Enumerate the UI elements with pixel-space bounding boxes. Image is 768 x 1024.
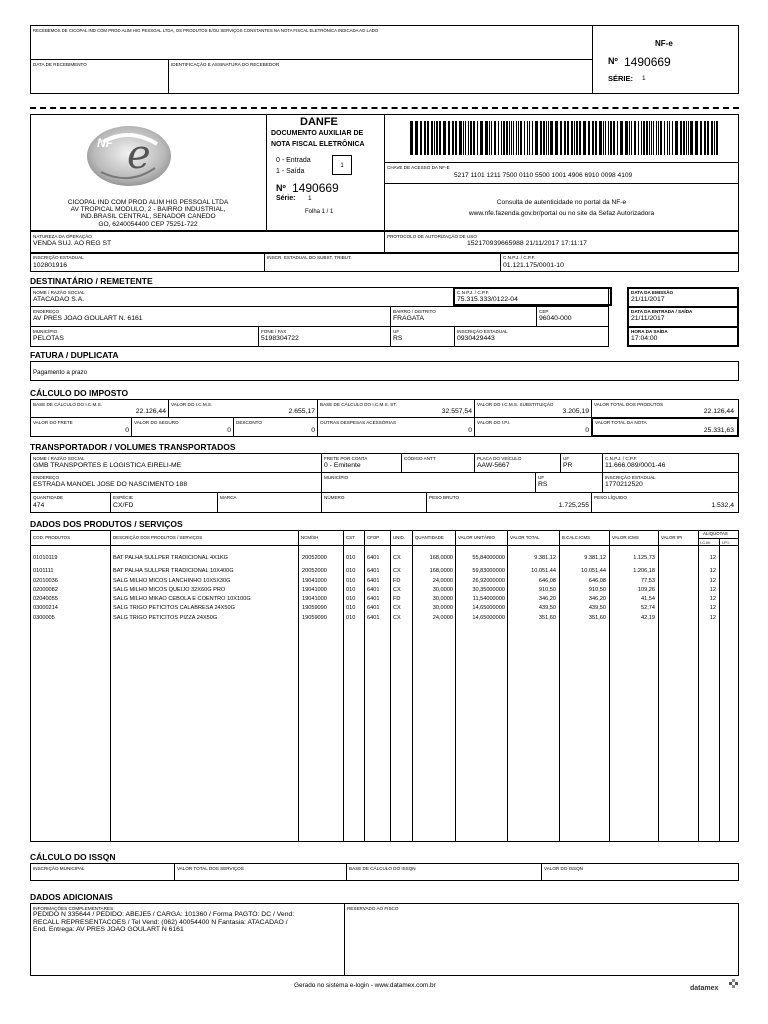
consulta-line1: Consulta de autenticidade no portal da NF-e	[496, 199, 627, 206]
table-cell-qtd: 30,0000	[432, 605, 453, 611]
table-cell-unid: CX	[393, 587, 401, 593]
col-qtd: QUANTIDADE	[415, 535, 444, 540]
frete-conta-label: FRETE POR CONTA	[324, 456, 368, 461]
chave-value: 5217 1101 1211 7500 0110 5500 1001 4906 6910 0098 4109	[454, 172, 633, 179]
table-cell-vtotal: 351,60	[538, 615, 556, 621]
dest-uf-label: UF	[393, 329, 400, 334]
danfe-title: DANFE	[300, 116, 338, 128]
chave-label: CHAVE DE ACESSO DA NF-E	[387, 165, 450, 170]
placa: AAW-5667	[477, 462, 510, 469]
table-cell-vunit: 14,65000000	[472, 605, 505, 611]
table-cell-unid: CX	[393, 568, 401, 574]
table-cell-desc: SALG TRIGO PETICITOS CALABRESA 24X50G	[113, 605, 235, 611]
table-cell-icm: 12	[709, 555, 716, 561]
col-ipi: I.P.I.	[722, 540, 730, 545]
transp-cnpj: 11.666.089/0001-46	[605, 462, 666, 469]
canhoto-number: 1490669	[624, 55, 671, 69]
table-cell-desc: SALG MILHO MICOS QUEIJO 32X60G PRO	[113, 587, 226, 593]
emissao-date: 21/11/2017	[631, 296, 665, 303]
table-cell-cst: 010	[346, 587, 356, 593]
table-cell-vtotal: 910,50	[538, 587, 556, 593]
datamex-brand: datamex	[690, 985, 719, 992]
info-line1: PEDIDO N 335644 / PEDIDO: ABEJE5 / CARGA: 101360 / Forma PAGTO: DC / Vend:	[33, 911, 295, 918]
table-cell-bc: 646,08	[588, 578, 606, 584]
ie-value: 102801916	[33, 262, 68, 269]
table-cell-cod: 03000214	[33, 605, 58, 611]
table-cell-bc: 9.381,12	[584, 555, 606, 561]
dest-endereco: AV PRES JOAO GOULART N. 6161	[33, 315, 143, 322]
col-cod: COD. PRODUTOS	[33, 535, 70, 540]
receipt-text: RECEBEMOS DE CICOPAL IND COM PROD ALIM HIG PESSOAL LTDA, OS PRODUTOS E/OU SERVIÇOS CONSTANTES NA NOTA FISCAL ELETRÔNICA INDICADA AO LADO	[33, 28, 379, 33]
table-cell-cod: 0300005	[33, 615, 55, 621]
bruto-label: PESO BRUTO	[429, 495, 460, 500]
col-bc: B.CALC.ICMS	[562, 535, 591, 540]
transp-endereco-label: ENDEREÇO	[33, 475, 60, 480]
transportador-title: TRANSPORTADOR / VOLUMES TRANSPORTADOS	[30, 442, 236, 452]
transp-cnpj-label: C.N.P.J. / C.P.F.	[605, 456, 638, 461]
outras-value: 0	[468, 427, 472, 434]
table-cell-cod: 02040055	[33, 596, 58, 602]
v-prod-label: VALOR TOTAL DOS PRODUTOS	[594, 402, 664, 407]
transp-nome-label: NOME / RAZÃO SOCIAL	[33, 456, 85, 461]
bc-st: 32.557,54	[441, 408, 472, 415]
table-cell-vtotal: 9.381,12	[534, 555, 556, 561]
v-nota-label: VALOR TOTAL DA NOTA	[595, 420, 647, 425]
desconto-label: DESCONTO	[236, 420, 262, 425]
col-icm: I.C.M.	[700, 540, 711, 545]
bc-st-label: BASE DE CÁLCULO DO I.C.M.S. ST.	[320, 402, 397, 407]
v-icms: 2.655,17	[288, 408, 315, 415]
table-cell-qtd: 30,0000	[432, 587, 453, 593]
col-aliq: ALIQUOTAS	[703, 531, 728, 536]
tipo-box: 1	[332, 155, 352, 175]
seguro-value: 0	[227, 427, 231, 434]
nfe-label: NF-e	[655, 39, 673, 48]
table-cell-vicms: 41,54	[641, 596, 655, 602]
table-cell-ncm: 19041000	[302, 578, 327, 584]
table-cell-vunit: 55,84000000	[472, 555, 505, 561]
dest-nome-label: NOME / RAZÃO SOCIAL	[33, 290, 85, 295]
v-nota: 25.331,63	[703, 427, 734, 434]
table-cell-cod: 0101111	[33, 568, 54, 574]
fatura-text: Pagamento a prazo	[33, 369, 88, 376]
table-cell-qtd: 168,0000	[429, 555, 453, 561]
table-cell-icm: 12	[709, 596, 716, 602]
bc-icms-label: BASE DE CÁLCULO DO I.C.M.S.	[33, 402, 102, 407]
table-cell-bc: 10.051,44	[581, 568, 606, 574]
table-cell-vunit: 59,83000000	[472, 568, 505, 574]
danfe-sub2: NOTA FISCAL ELETRÔNICA	[271, 141, 365, 148]
transp-endereco: ESTRADA MANOEL JOSE DO NASCIMENTO 188	[33, 481, 188, 488]
svg-text:e: e	[127, 132, 151, 178]
col-ncm: NCM/SH	[301, 535, 319, 540]
dest-fone-label: FONE / FAX	[261, 329, 287, 334]
placa-label: PLACA DO VEÍCULO	[477, 456, 522, 461]
destinatario-title: DESTINATÁRIO / REMETENTE	[30, 276, 153, 286]
v-icms-label: VALOR DO I.C.M.S.	[171, 402, 213, 407]
table-cell-unid: CX	[393, 605, 401, 611]
col-desc: DESCRIÇÃO DOS PRODUTOS / SERVIÇOS	[113, 535, 203, 540]
dest-cep: 96040-000	[539, 315, 572, 322]
ie-label: INSCRIÇÃO ESTADUAL	[33, 255, 84, 260]
table-cell-cst: 010	[346, 596, 356, 602]
issqn-title: CÁLCULO DO ISSQN	[30, 852, 116, 862]
liquido-label: PESO LÍQUIDO	[594, 495, 627, 500]
dest-ie-label: INSCRIÇÃO ESTADUAL	[457, 329, 508, 334]
col-vtotal: VALOR TOTAL	[510, 535, 540, 540]
table-cell-cfop: 6401	[367, 578, 380, 584]
v-st-label: VALOR DO I.C.M.S. SUBSTITUIÇÃO	[477, 402, 554, 407]
table-cell-vicms: 1.125,73	[633, 555, 655, 561]
transp-uf2-label: UF	[538, 475, 545, 480]
fisco-label: RESERVADO AO FISCO	[347, 906, 399, 911]
transp-ie-label: INSCRIÇÃO ESTADUAL	[605, 475, 656, 480]
dest-ie: 0930429443	[457, 335, 495, 342]
danfe-sub1: DOCUMENTO AUXILIAR DE	[271, 130, 364, 137]
table-cell-vicms: 1.206,18	[633, 568, 655, 574]
emissao-label: DATA DA EMISSÃO	[631, 290, 674, 295]
table-cell-unid: FD	[393, 596, 401, 602]
hora-label: HORA DA SAÍDA	[631, 329, 668, 334]
imposto-title: CÁLCULO DO IMPOSTO	[30, 388, 129, 398]
issqn-im-label: INSCRIÇÃO MUNICIPAL	[33, 866, 85, 871]
especie-value: CX/FD	[113, 502, 134, 509]
qtd-label: QUANTIDADE	[33, 495, 64, 500]
table-cell-cfop: 6401	[367, 605, 380, 611]
emit-cnpj-value: 01.121.175/0001-10	[503, 262, 564, 269]
marca-label: MARCA	[220, 495, 237, 500]
table-cell-vicms: 109,26	[637, 587, 655, 593]
datamex-logo-icon	[727, 976, 739, 986]
natureza-label: NATUREZA DA OPERAÇÃO	[33, 234, 92, 239]
table-cell-icm: 12	[709, 578, 716, 584]
transp-municipio-label: MUNICÍPIO	[324, 475, 349, 480]
dest-nome: ATACADAO S.A.	[33, 296, 85, 303]
fatura-title: FATURA / DUPLICATA	[30, 350, 119, 360]
info-label: INFORMAÇÕES COMPLEMENTARES	[33, 906, 114, 911]
danfe-number: 1490669	[292, 181, 339, 195]
table-cell-vunit: 30,35000000	[472, 587, 505, 593]
table-cell-vtotal: 439,50	[538, 605, 556, 611]
table-cell-bc: 351,60	[588, 615, 606, 621]
dest-uf: RS	[393, 335, 403, 342]
table-cell-qtd: 168,0000	[429, 568, 453, 574]
tipo-entrada: 0 - Entrada	[276, 157, 311, 164]
canhoto-serie: 1	[642, 75, 646, 82]
table-cell-icm: 12	[709, 605, 716, 611]
dest-bairro: FRAGATA	[393, 315, 425, 322]
dest-endereco-label: ENDEREÇO	[33, 309, 60, 314]
dest-fone: 5198304722	[261, 335, 299, 342]
table-cell-vtotal: 10.051,44	[531, 568, 556, 574]
col-unid: UNID.	[393, 535, 405, 540]
info-line2: RECALL REPRESENTACOES / Tel Vend: (062) 40054400 N Fantasia: ATACADAO /	[33, 918, 288, 926]
antt-label: CÓDIGO ANTT	[404, 456, 436, 461]
table-cell-desc: SALG MILHO MICOS LANCHINHO 10X5X30G	[113, 578, 231, 584]
table-cell-unid: CX	[393, 615, 401, 621]
table-cell-desc: BAT PALHA SULLPER TRADICIONAL 4X1KG	[113, 555, 229, 561]
especie-label: ESPÉCIE	[113, 495, 133, 500]
dest-cnpj: 75.315.333/0122-04	[457, 296, 518, 303]
table-cell-vunit: 26,92000000	[472, 578, 505, 584]
danfe-serie-label: Série:	[276, 195, 296, 202]
tipo-saida: 1 - Saída	[276, 168, 305, 175]
table-cell-unid: FD	[393, 578, 401, 584]
qtd-value: 474	[33, 502, 45, 509]
protocolo-label: PROTOCOLO DE AUTORIZAÇÃO DE USO	[387, 234, 477, 239]
dest-bairro-label: BAIRRO / DISTRITO	[393, 309, 436, 314]
table-cell-ncm: 19059090	[302, 615, 327, 621]
liquido-value: 1.532,4	[711, 502, 734, 509]
table-cell-vunit: 14,65000000	[472, 615, 505, 621]
table-cell-cfop: 6401	[367, 555, 380, 561]
emitente-addr1: AV TROPICAL MODULO, 2 - BAIRRO INDUSTRIAL,	[70, 206, 226, 214]
table-cell-vtotal: 346,20	[538, 596, 556, 602]
adicionais-title: DADOS ADICIONAIS	[30, 892, 113, 902]
gerado-text: Gerado no sistema e-login - www.datamex.com.br	[294, 982, 436, 989]
transp-ie: 1770212520	[605, 481, 643, 488]
emitente-name: CICOPAL IND COM PROD ALIM HIG PESSOAL LTDA	[67, 199, 229, 206]
products-table	[30, 530, 739, 842]
folha: Folha 1 / 1	[305, 209, 334, 215]
frete-value: 0	[125, 427, 129, 434]
col-vunit: VALOR UNITÁRIO	[458, 535, 495, 540]
transp-uf2: RS	[538, 481, 548, 488]
table-cell-desc: BAT PALHA SULLPER TRADICIONAL 10X400G	[113, 568, 234, 574]
v-prod: 22.126,44	[703, 408, 734, 415]
barcode	[410, 121, 720, 155]
table-cell-cod: 01010119	[33, 555, 58, 561]
table-cell-vtotal: 646,08	[538, 578, 556, 584]
cut-line	[30, 107, 739, 109]
desconto-value: 0	[311, 427, 315, 434]
issqn-vserv-label: VALOR TOTAL DOS SERVIÇOS	[177, 866, 244, 871]
frete-conta: 0 - Emitente	[324, 462, 361, 469]
table-cell-desc: SALG MILHO MIKAO CEBOLA E COENTRO 10X100G	[113, 596, 251, 602]
danfe-serie: 1	[308, 195, 312, 202]
table-cell-cst: 010	[346, 578, 356, 584]
table-cell-ncm: 19041000	[302, 596, 327, 602]
seguro-label: VALOR DO SEGURO	[134, 420, 179, 425]
table-cell-cod: 02010036	[33, 578, 58, 584]
bruto-value: 1.725,255	[558, 502, 589, 509]
protocolo-value: 152170939665988 21/11/2017 17:11:17	[467, 240, 587, 247]
table-cell-desc: SALG TRIGO PETICITOS PIZZA 24X50G	[113, 615, 218, 621]
frete-label: VALOR DO FRETE	[33, 420, 73, 425]
table-cell-icm: 12	[709, 587, 716, 593]
table-cell-cst: 010	[346, 605, 356, 611]
transp-uf: PR	[563, 462, 573, 469]
consulta-line2: www.nfe.fazenda.gov.br/portal ou no site da Sefaz Autorizadora	[468, 210, 655, 217]
table-cell-bc: 439,50	[588, 605, 606, 611]
table-cell-cst: 010	[346, 568, 356, 574]
date-received-label: DATA DE RECEBIMENTO	[33, 62, 87, 67]
table-cell-vicms: 42,19	[641, 615, 655, 621]
table-cell-cfop: 6401	[367, 596, 380, 602]
dest-municipio-label: MUNICÍPIO	[33, 329, 58, 334]
issqn-bc-label: BASE DE CÁLCULO DO ISSQN	[349, 866, 416, 871]
v-st: 3.205,19	[562, 408, 589, 415]
table-cell-vicms: 52,74	[641, 605, 655, 611]
transp-uf-label: UF	[563, 456, 570, 461]
table-cell-cfop: 6401	[367, 615, 380, 621]
table-cell-ncm: 20052000	[302, 555, 327, 561]
table-cell-bc: 910,50	[588, 587, 606, 593]
emitente-addr3: GO, 6240054400 CEP 75251-722	[98, 220, 198, 228]
danfe-number-prefix: Nº	[276, 183, 286, 193]
table-cell-qtd: 24,0000	[432, 578, 453, 584]
signature-label: IDENTIFICAÇÃO E ASSINATURA DO RECEBEDOR	[171, 62, 280, 67]
bc-icms: 22.126,44	[135, 408, 166, 415]
col-vicms: VALOR ICMS	[612, 535, 639, 540]
entrada-label: DATA DA ENTRADA / SAÍDA	[631, 309, 693, 314]
natureza-value: VENDA SUJ. AO REG ST	[33, 240, 112, 247]
emitente-addr2: IND.BRASIL CENTRAL, SENADOR CANEDO	[80, 213, 216, 221]
transp-nome: GMB TRANSPORTES E LOGISTICA EIRELI-ME	[33, 462, 182, 469]
dest-municipio: PELOTAS	[33, 335, 64, 342]
table-cell-icm: 12	[709, 568, 716, 574]
table-cell-vicms: 77,53	[641, 578, 655, 584]
issqn-v-label: VALOR DO ISSQN	[544, 866, 583, 871]
logo-text: NF	[97, 136, 113, 150]
table-cell-bc: 346,20	[588, 596, 606, 602]
ipi-value: 0	[585, 427, 589, 434]
col-cst: CST	[346, 535, 355, 540]
table-cell-cst: 010	[346, 555, 356, 561]
table-cell-ncm: 19041000	[302, 587, 327, 593]
numero-label: NÚMERO	[324, 495, 345, 500]
produtos-title: DADOS DOS PRODUTOS / SERVIÇOS	[30, 519, 183, 529]
table-cell-unid: CX	[393, 555, 401, 561]
table-cell-cod: 02000082	[33, 587, 58, 593]
outras-label: OUTRAS DESPESAS ACESSÓRIAS	[320, 420, 397, 425]
table-cell-qtd: 24,0000	[432, 615, 453, 621]
dest-cnpj-label: C.N.P.J. / C.P.F.	[457, 290, 490, 295]
table-cell-ncm: 19059090	[302, 605, 327, 611]
emit-cnpj-label: C.N.P.J. / C.P.F.	[503, 255, 536, 260]
dest-cep-label: CEP	[539, 309, 549, 314]
table-cell-ncm: 20052000	[302, 568, 327, 574]
info-line3: End. Entrega: AV PRES JOAO GOULART N 6161	[33, 926, 184, 934]
hora-saida: 17:04:00	[631, 335, 658, 342]
canhoto-number-prefix: Nº	[608, 56, 618, 66]
emitente-info	[30, 199, 266, 228]
nfe-logo	[83, 122, 175, 190]
entrada-date: 21/11/2017	[631, 315, 665, 322]
table-cell-vunit: 11,54000000	[472, 596, 505, 602]
table-cell-cfop: 6401	[367, 568, 380, 574]
col-vipi: VALOR IPI	[661, 535, 683, 540]
table-cell-cst: 010	[346, 615, 356, 621]
table-cell-cfop: 6401	[367, 587, 380, 593]
table-cell-icm: 12	[709, 615, 716, 621]
canhoto-serie-label: SÉRIE:	[608, 74, 634, 83]
col-cfop: CFOP	[367, 535, 380, 540]
table-cell-qtd: 30,0000	[432, 596, 453, 602]
ipi-label: VALOR DO I.P.I.	[477, 420, 511, 425]
ie-st-label: INSCR. ESTADUAL DO SUBST. TRIBUT.	[267, 255, 352, 260]
